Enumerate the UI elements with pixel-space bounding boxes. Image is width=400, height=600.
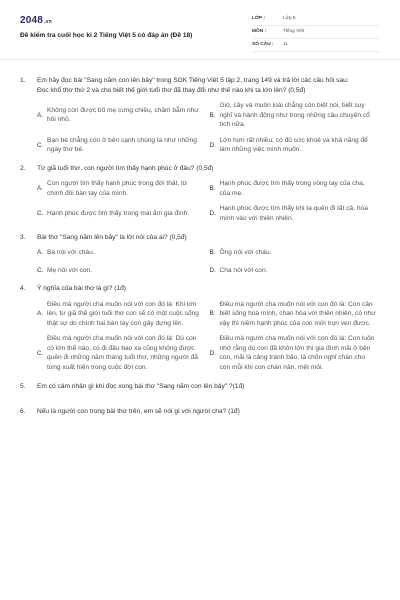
- option-d[interactable]: [210, 204, 383, 223]
- question-number: 4.: [20, 285, 26, 293]
- option-letter: A.: [37, 249, 44, 257]
- question-text: Nếu là người con trong bài thơ trên, em sẽ nói gì với người cha? (1đ): [37, 408, 240, 416]
- option-list: [20, 248, 382, 275]
- option-text: Bạn bè chẳng còn ở bên cạnh chúng ta như những ngày thơ bé.: [47, 136, 197, 154]
- meta-row-subject: [252, 26, 380, 39]
- option-text: Hạnh phúc được tìm thấy khi ta quên đi tất cả, hòa mình vào với thiên nhiên.: [219, 205, 368, 223]
- meta-value: Lớp 5: [283, 15, 296, 21]
- option-letter: A.: [37, 310, 44, 318]
- option-text: Ông nói với cháu.: [219, 249, 272, 257]
- option-a[interactable]: [37, 179, 210, 198]
- option-letter: D.: [209, 266, 216, 274]
- option-letter: C.: [37, 210, 44, 218]
- option-text: Điều mà người cha muốn nói với con đó là: Con luôn nhớ rằng dù con đã khôn lớn thì gia đình mãi ở bên con, mãi là cảng tránh bão, là chốn nghỉ chân cho con mỗi khi con chán nản, mệt mỏi.: [219, 335, 375, 372]
- question-text: Em hãy đọc bài "Sang năm con lên bảy" trong SGK Tiếng Việt 5 tập 2, trang 149 và trả lời các câu hỏi sau:: [37, 77, 349, 84]
- option-list: [20, 101, 382, 155]
- option-text: Điều mà người cha muốn nói với con đó là: Con cần biết sống hoà mình, chan hòa với thiên nhiên, có như vậy thì niềm hạnh phúc của con mới trọn vẹn được.: [219, 300, 376, 327]
- question-2: [20, 164, 382, 224]
- option-letter: B.: [209, 185, 216, 193]
- question-text: Em có cảm nhận gì khi đọc xong bài thơ "Sang năm con lên bảy" ?(1đ): [37, 382, 245, 390]
- meta-label: SỐ CÂU :: [252, 41, 274, 47]
- meta-label: LỚP :: [252, 15, 266, 21]
- question-text: Ý nghĩa của bài thơ là gì? (1đ): [37, 285, 126, 293]
- document-meta: [252, 13, 380, 52]
- question-number: 5.: [20, 382, 26, 390]
- option-letter: A.: [37, 185, 44, 193]
- meta-value: 11: [283, 41, 288, 47]
- question-6: [20, 407, 382, 417]
- option-letter: B.: [209, 249, 216, 257]
- question-number: 6.: [20, 408, 26, 416]
- meta-row-grade: [252, 13, 380, 26]
- option-b[interactable]: [210, 300, 383, 329]
- option-letter: D.: [209, 210, 216, 218]
- question-list: [20, 76, 382, 433]
- question-3: [20, 233, 382, 276]
- option-c[interactable]: [37, 204, 210, 223]
- option-c[interactable]: [37, 136, 210, 155]
- page-header: [0, 0, 400, 60]
- option-d[interactable]: [210, 266, 383, 276]
- option-text: Hạnh phúc được tìm thấy trong vòng tay của cha, của mẹ.: [219, 180, 365, 197]
- option-text: Lớn hơn rất nhiều, có đủ sức khoẻ và khả năng để làm những việc mình muốn.: [219, 136, 368, 154]
- option-text: Cha nói với con.: [219, 266, 268, 274]
- question-number: 3.: [20, 233, 26, 241]
- option-letter: C.: [37, 141, 44, 149]
- question-number: 2.: [20, 164, 26, 172]
- option-letter: D.: [209, 141, 216, 149]
- meta-label: MÔN :: [252, 28, 267, 34]
- meta-row-question-count: [252, 39, 380, 52]
- option-text: Gió, cây và muôn loài chẳng còn biết nói, biết suy nghĩ và hành động như trong những câu chuyện cổ tích nữa.: [219, 102, 370, 129]
- option-a[interactable]: [37, 248, 210, 258]
- question-subtext: Đọc khổ thơ thứ 2 và cho biết thế giới tuổi thơ đã thay đổi như thế nào khi ta lớn lên? (0,5đ): [37, 86, 306, 94]
- logo-main: 2048: [20, 15, 44, 26]
- option-text: Điều mà người cha muốn nói với con đó là: Khi lớn lên, từ giã thế giới tuổi thơ con sẽ có một cuộc sống thật sự do chính hai bàn tay con gây dựng lên.: [47, 300, 199, 327]
- site-logo[interactable]: [20, 14, 52, 29]
- option-text: Bà nói với cháu.: [47, 249, 95, 257]
- option-letter: C.: [37, 266, 44, 274]
- option-b[interactable]: [210, 179, 383, 198]
- option-letter: C.: [37, 349, 44, 357]
- option-letter: B.: [209, 310, 216, 318]
- question-5: [20, 382, 382, 392]
- option-c[interactable]: [37, 266, 210, 276]
- option-b[interactable]: [210, 248, 383, 258]
- option-a[interactable]: [37, 300, 210, 329]
- option-a[interactable]: [37, 101, 210, 130]
- document-title: Đề kiểm tra cuối học kì 2 Tiếng Việt 5 có đáp án (Đề 18): [20, 32, 193, 39]
- question-text: Bài thơ "Sang năm lên bảy" là lời nói của ai? (0,5đ): [37, 233, 187, 241]
- option-text: Con người tìm thấy hạnh phúc trong đời thật, từ chính đôi bàn tay của mình.: [47, 180, 188, 197]
- logo-tld: .vn: [44, 19, 52, 25]
- option-b[interactable]: [210, 101, 383, 130]
- option-letter: B.: [209, 111, 216, 119]
- option-d[interactable]: [210, 136, 383, 155]
- option-text: Hạnh phúc được tìm thấy trong mái ấm gia đình.: [47, 210, 190, 218]
- option-d[interactable]: [210, 334, 383, 372]
- option-letter: A.: [37, 111, 44, 119]
- question-1: [20, 76, 382, 155]
- question-4: [20, 284, 382, 372]
- option-c[interactable]: [37, 334, 210, 372]
- meta-value: Tiếng Việt: [283, 28, 305, 34]
- option-text: Điều mà người cha muốn nói với con đó là: Dù con có lớn thế nào, có đi đâu bao xa cũng không được quên đi những năm tháng tuổi thơ, những người đã từng xuất hiện trong cuộc đời con.: [47, 335, 198, 372]
- question-text: Từ giã tuổi thơ, con người tìm thấy hạnh phúc ở đâu? (0,5đ): [37, 164, 214, 172]
- option-text: Mẹ nói với con.: [47, 266, 93, 274]
- option-list: [20, 179, 382, 223]
- option-letter: D.: [209, 349, 216, 357]
- option-text: Không còn được bố mẹ cưng chiều, chăm bẵm như hồi nhỏ.: [47, 106, 199, 124]
- question-number: 1.: [20, 77, 26, 84]
- option-list: [20, 300, 382, 373]
